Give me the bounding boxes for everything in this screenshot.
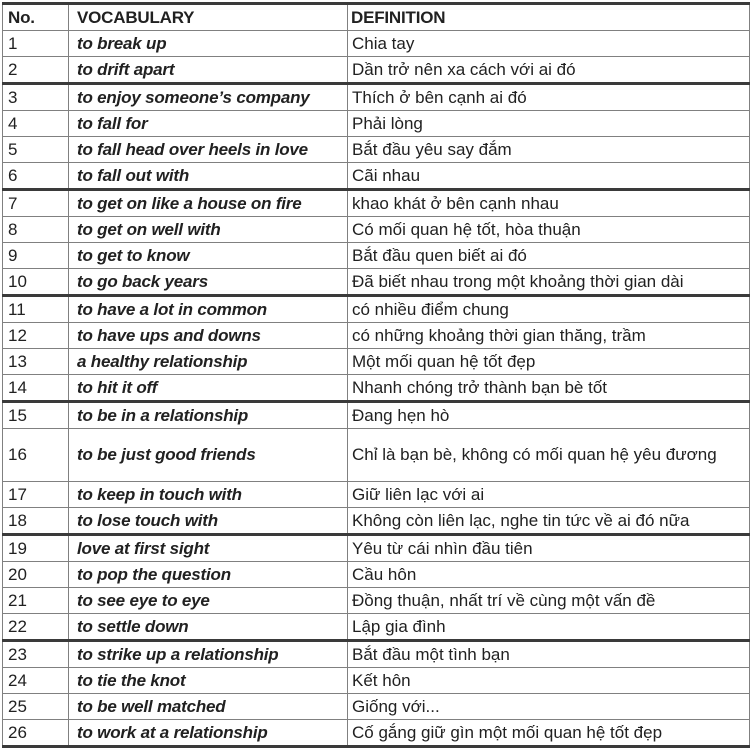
definition-cell: có nhiều điểm chung [348, 296, 750, 323]
table-row [3, 349, 750, 375]
table-row [3, 668, 750, 694]
vocabulary-table-body [3, 31, 750, 747]
table-row [3, 508, 750, 535]
header-row [3, 4, 750, 31]
definition-cell: khao khát ở bên cạnh nhau [348, 190, 750, 217]
definition-cell: Phải lòng [348, 111, 750, 137]
table-row [3, 163, 750, 190]
vocabulary-cell: to lose touch with [69, 508, 348, 535]
definition-cell: Lập gia đình [348, 614, 750, 641]
table-row [3, 57, 750, 84]
row-number-cell: 14 [3, 375, 69, 402]
definition-cell: Bắt đầu quen biết ai đó [348, 243, 750, 269]
vocabulary-cell: to enjoy someone’s company [69, 84, 348, 111]
row-number-cell: 8 [3, 217, 69, 243]
definition-cell: Bắt đầu một tình bạn [348, 641, 750, 668]
definition-cell: Dần trở nên xa cách với ai đó [348, 57, 750, 84]
table-row [3, 641, 750, 668]
vocabulary-cell: to be in a relationship [69, 402, 348, 429]
vocabulary-cell: to drift apart [69, 57, 348, 84]
row-number-cell: 25 [3, 694, 69, 720]
table-row [3, 562, 750, 588]
vocabulary-cell: to have a lot in common [69, 296, 348, 323]
row-number-cell: 22 [3, 614, 69, 641]
row-number-cell: 7 [3, 190, 69, 217]
definition-cell: Đồng thuận, nhất trí về cùng một vấn đề [348, 588, 750, 614]
vocabulary-cell: to be well matched [69, 694, 348, 720]
row-number-cell: 13 [3, 349, 69, 375]
definition-cell: Cãi nhau [348, 163, 750, 190]
vocabulary-cell: to be just good friends [69, 429, 348, 482]
vocabulary-cell: to tie the knot [69, 668, 348, 694]
definition-cell: Kết hôn [348, 668, 750, 694]
definition-cell: Có mối quan hệ tốt, hòa thuận [348, 217, 750, 243]
row-number-cell: 3 [3, 84, 69, 111]
row-number-cell: 11 [3, 296, 69, 323]
definition-cell: Thích ở bên cạnh ai đó [348, 84, 750, 111]
table-row [3, 190, 750, 217]
table-row [3, 84, 750, 111]
row-number-cell: 5 [3, 137, 69, 163]
row-number-cell: 18 [3, 508, 69, 535]
row-number-cell: 10 [3, 269, 69, 296]
vocabulary-cell: to fall out with [69, 163, 348, 190]
definition-cell: có những khoảng thời gian thăng, trầm [348, 323, 750, 349]
table-row [3, 694, 750, 720]
table-row [3, 323, 750, 349]
vocabulary-cell: to settle down [69, 614, 348, 641]
row-number-cell: 20 [3, 562, 69, 588]
vocabulary-cell: to see eye to eye [69, 588, 348, 614]
table-row [3, 375, 750, 402]
row-number-cell: 19 [3, 535, 69, 562]
vocabulary-cell: to work at a relationship [69, 720, 348, 747]
row-number-cell: 15 [3, 402, 69, 429]
vocabulary-cell: to get on like a house on fire [69, 190, 348, 217]
vocabulary-cell: to have ups and downs [69, 323, 348, 349]
definition-cell: Không còn liên lạc, nghe tin tức về ai đó nữa [348, 508, 750, 535]
row-number-cell: 4 [3, 111, 69, 137]
row-number-cell: 17 [3, 482, 69, 508]
vocabulary-cell: to fall for [69, 111, 348, 137]
definition-cell: Giống với... [348, 694, 750, 720]
definition-cell: Chia tay [348, 31, 750, 57]
table-row [3, 269, 750, 296]
definition-cell: Giữ liên lạc với ai [348, 482, 750, 508]
definition-cell: Chỉ là bạn bè, không có mối quan hệ yêu đương [348, 429, 750, 482]
table-row [3, 588, 750, 614]
vocabulary-cell: to keep in touch with [69, 482, 348, 508]
vocabulary-cell: to get to know [69, 243, 348, 269]
table-row [3, 137, 750, 163]
row-number-cell: 23 [3, 641, 69, 668]
row-number-cell: 9 [3, 243, 69, 269]
row-number-cell: 12 [3, 323, 69, 349]
vocabulary-cell: to go back years [69, 269, 348, 296]
row-number-cell: 1 [3, 31, 69, 57]
table-row [3, 111, 750, 137]
table-row [3, 402, 750, 429]
definition-cell: Cầu hôn [348, 562, 750, 588]
column-header-vocabulary: VOCABULARY [69, 4, 348, 31]
vocabulary-table [2, 2, 750, 748]
vocabulary-cell: to strike up a relationship [69, 641, 348, 668]
definition-cell: Đang hẹn hò [348, 402, 750, 429]
table-row [3, 482, 750, 508]
vocabulary-cell: to fall head over heels in love [69, 137, 348, 163]
table-row [3, 217, 750, 243]
row-number-cell: 21 [3, 588, 69, 614]
definition-cell: Một mối quan hệ tốt đẹp [348, 349, 750, 375]
definition-cell: Nhanh chóng trở thành bạn bè tốt [348, 375, 750, 402]
vocabulary-cell: love at first sight [69, 535, 348, 562]
table-row [3, 429, 750, 482]
table-row [3, 296, 750, 323]
definition-cell: Đã biết nhau trong một khoảng thời gian dài [348, 269, 750, 296]
vocabulary-cell: to break up [69, 31, 348, 57]
vocabulary-cell: to get on well with [69, 217, 348, 243]
table-row [3, 243, 750, 269]
row-number-cell: 24 [3, 668, 69, 694]
definition-cell: Bắt đầu yêu say đắm [348, 137, 750, 163]
table-row [3, 720, 750, 747]
column-header-definition: DEFINITION [348, 4, 750, 31]
vocabulary-cell: to pop the question [69, 562, 348, 588]
definition-cell: Yêu từ cái nhìn đầu tiên [348, 535, 750, 562]
table-row [3, 535, 750, 562]
row-number-cell: 26 [3, 720, 69, 747]
table-row [3, 614, 750, 641]
column-header-no: No. [3, 4, 69, 31]
row-number-cell: 2 [3, 57, 69, 84]
row-number-cell: 6 [3, 163, 69, 190]
vocabulary-cell: to hit it off [69, 375, 348, 402]
row-number-cell: 16 [3, 429, 69, 482]
table-row [3, 31, 750, 57]
definition-cell: Cố gắng giữ gìn một mối quan hệ tốt đẹp [348, 720, 750, 747]
vocabulary-cell: a healthy relationship [69, 349, 348, 375]
